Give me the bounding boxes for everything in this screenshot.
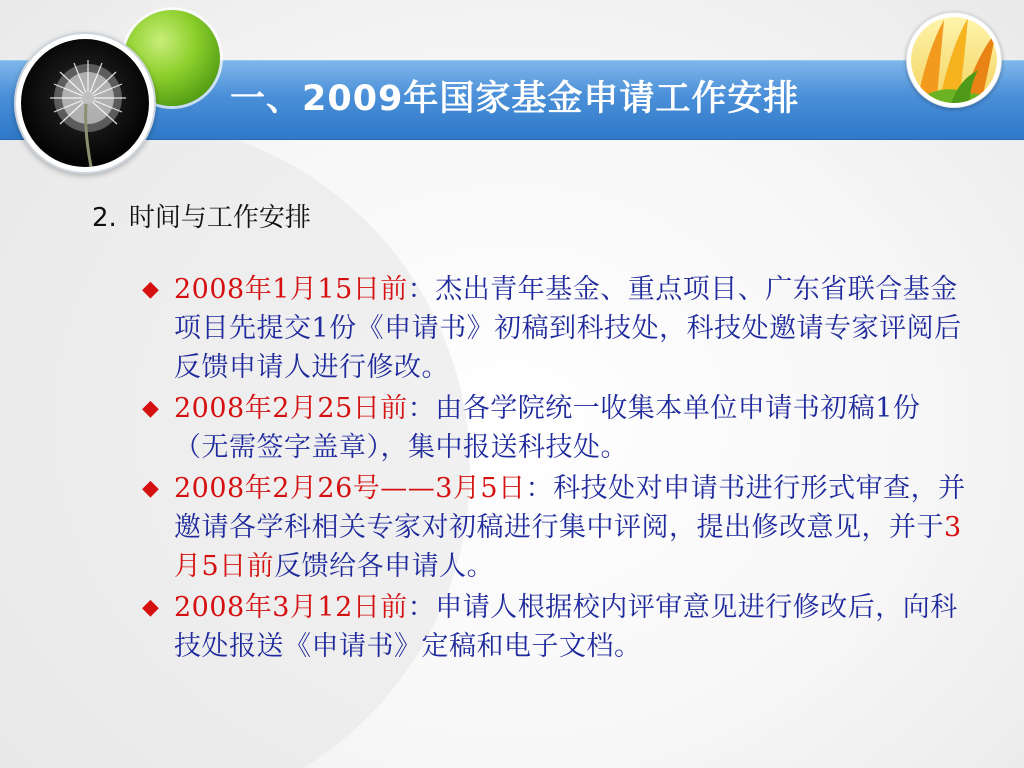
list-item	[142, 270, 972, 387]
slide-title: 一、2009年国家基金申请工作安排	[230, 79, 800, 119]
list-item	[142, 389, 972, 467]
item-text: ：杰出青年基金、重点项目、广东省联合基金项目先提交1份《申请书》初稿到科技处，科技处邀请专家评阅后反馈申请人进行修改。	[174, 274, 962, 383]
section-heading	[92, 197, 311, 234]
flower-photo	[906, 12, 1002, 108]
diamond-bullet-icon: ◆	[142, 476, 160, 501]
diamond-bullet-icon: ◆	[142, 277, 160, 302]
list-item	[142, 588, 972, 666]
item-text-after: 反馈给各申请人。	[274, 551, 495, 582]
item-text: ：申请人根据校内评审意见进行修改后，向科技处报送《申请书》定稿和电子文档。	[174, 592, 958, 662]
item-text: ：由各学院统一收集本单位申请书初稿1份（无需签字盖章），集中报送科技处。	[174, 393, 921, 463]
item-date: 2008年2月26号——3月5日	[174, 473, 526, 504]
item-date: 2008年1月15日前	[174, 274, 408, 305]
item-date: 2008年3月12日前	[174, 592, 408, 623]
item-text: ：科技处对申请书进行形式审查，并邀请各学科相关专家对初稿进行集中评阅，提出修改意见，并于	[174, 473, 966, 543]
diamond-bullet-icon: ◆	[142, 396, 160, 421]
list-item	[142, 469, 972, 586]
section-number: 2.	[92, 203, 117, 233]
dandelion-photo	[14, 32, 156, 174]
item-date: 2008年2月25日前	[174, 393, 408, 424]
schedule-list	[142, 270, 972, 668]
section-heading-text: 时间与工作安排	[128, 203, 311, 233]
diamond-bullet-icon: ◆	[142, 595, 160, 620]
item-inline-date: 3月5日前	[174, 512, 962, 582]
